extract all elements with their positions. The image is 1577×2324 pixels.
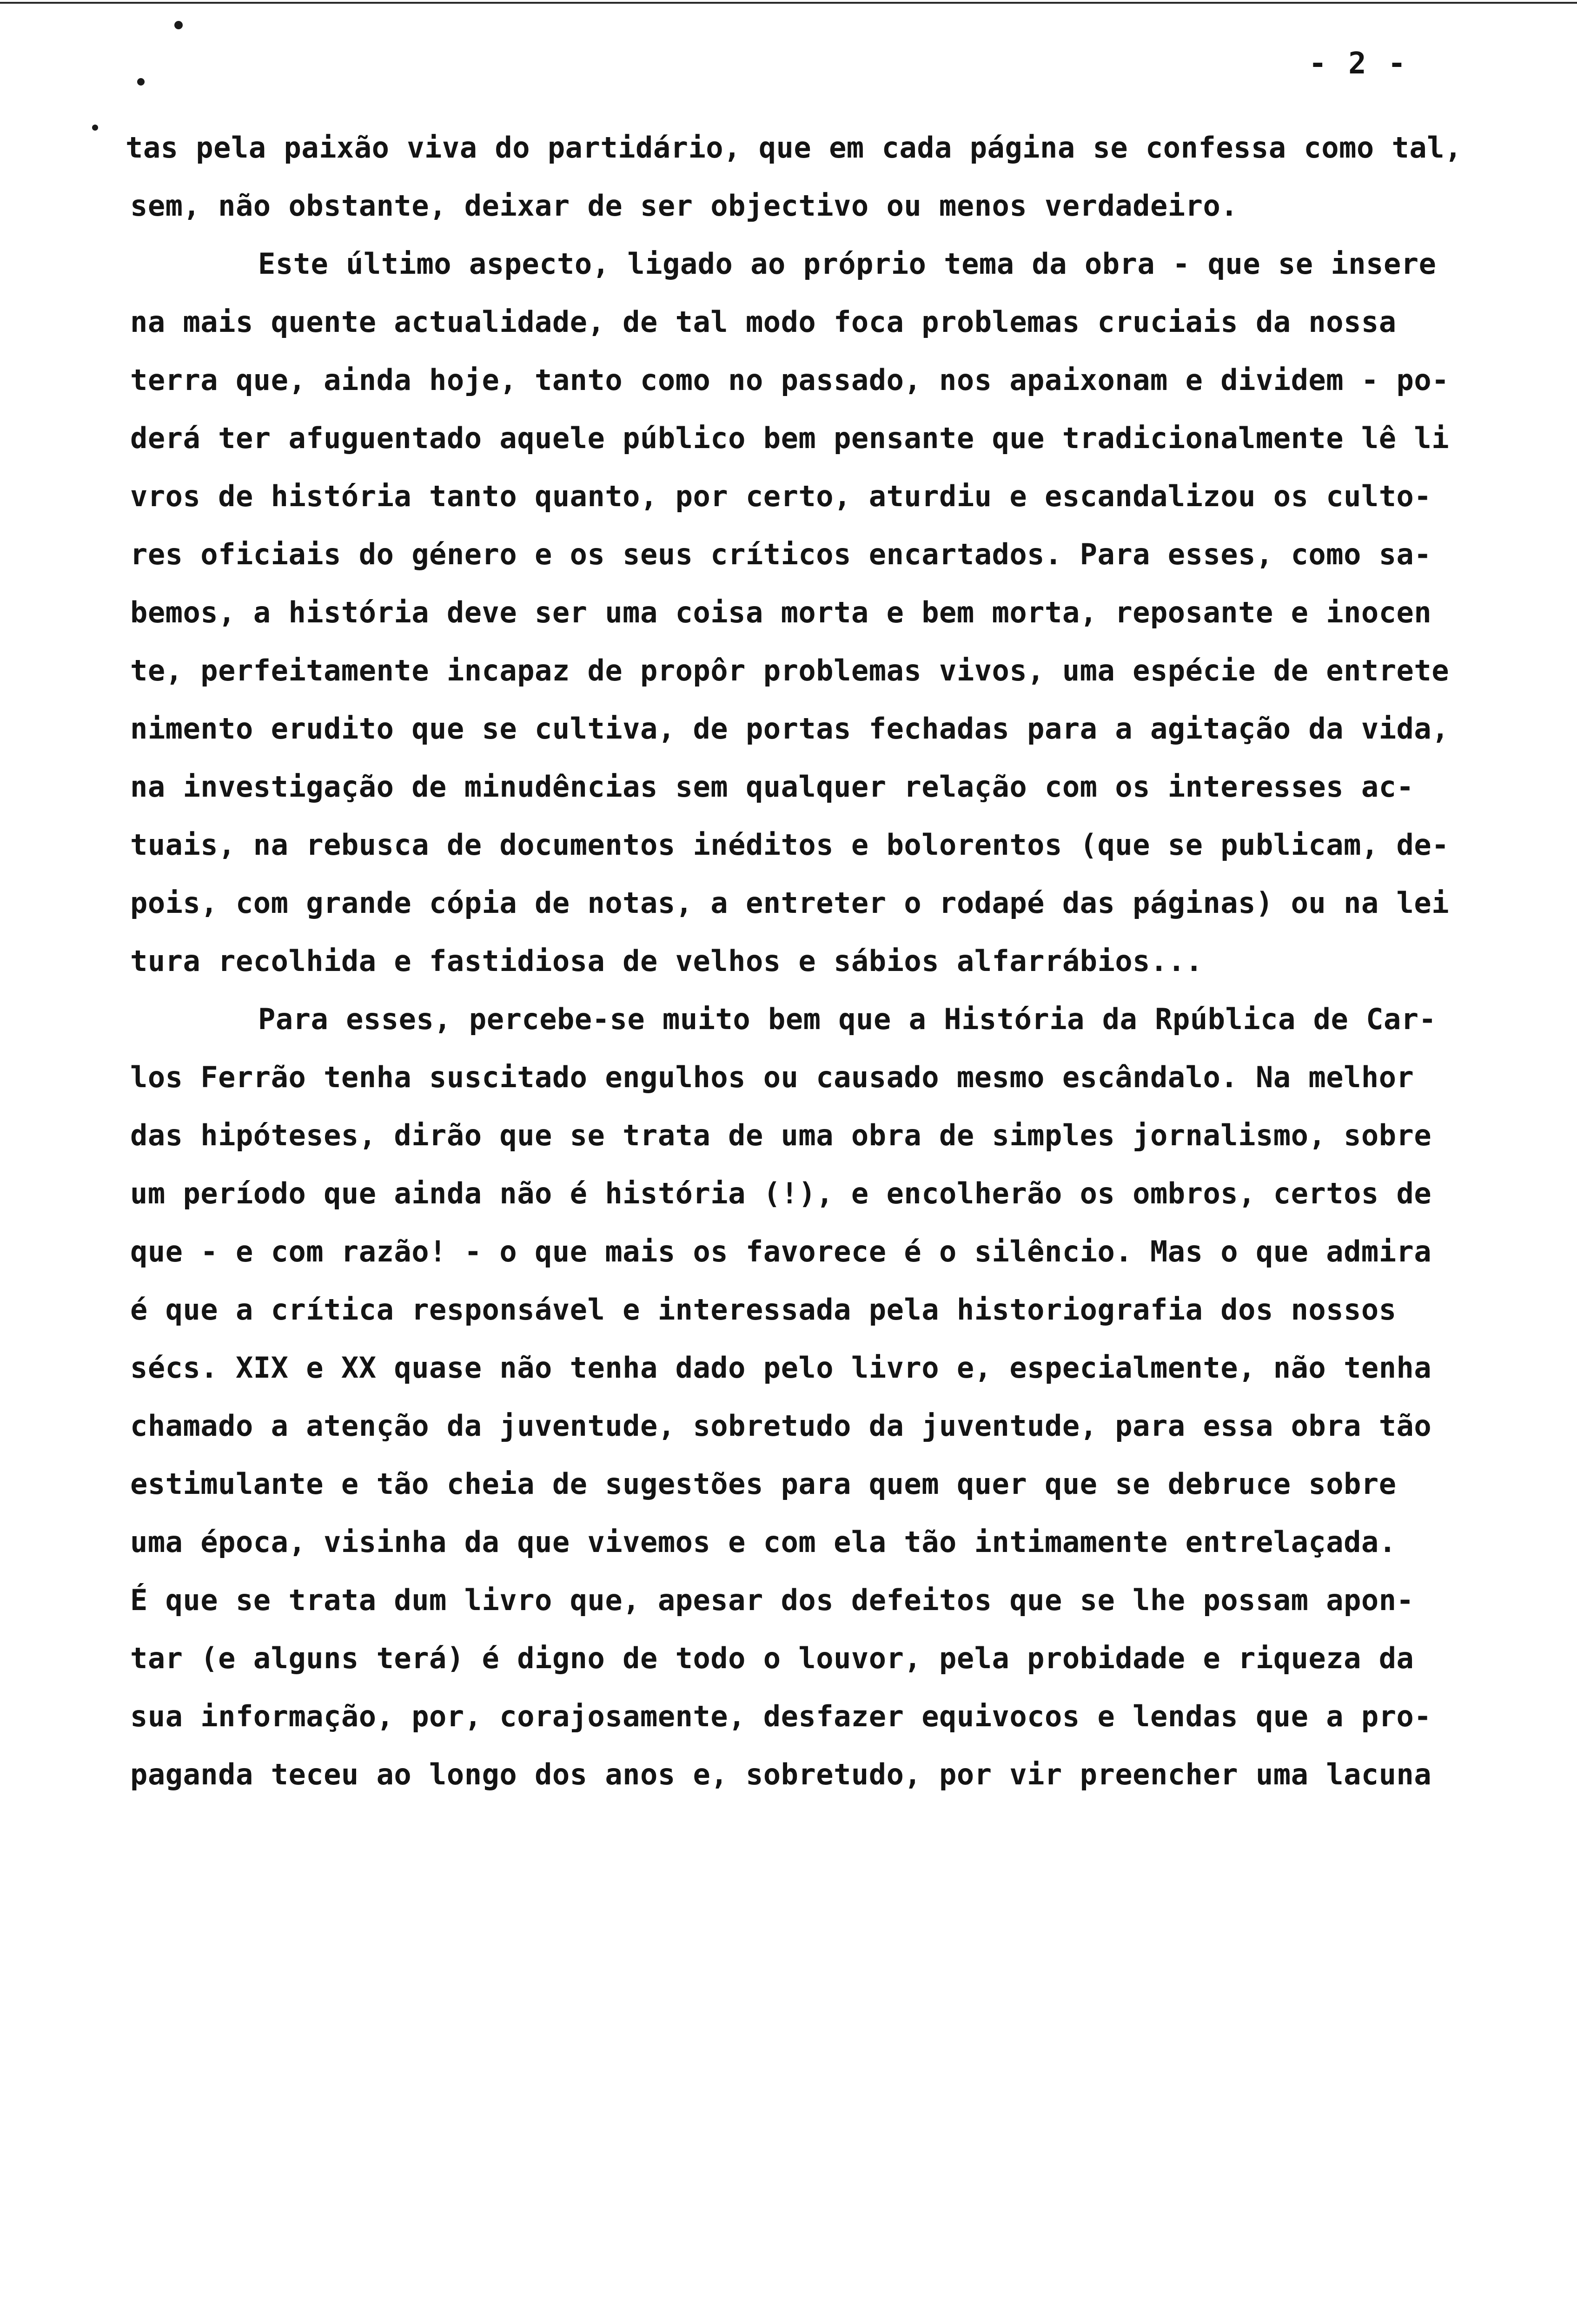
text-line: É que se trata dum livro que, apesar dos defeitos que se lhe possam apon- bbox=[130, 1583, 1414, 1617]
text-line: los Ferrão tenha suscitado engulhos ou causado mesmo escândalo. Na melhor bbox=[130, 1060, 1414, 1094]
text-line: te, perfeitamente incapaz de propôr problemas vivos, uma espécie de entrete bbox=[130, 654, 1450, 687]
text-line: paganda teceu ao longo dos anos e, sobretudo, por vir preencher uma lacuna bbox=[130, 1757, 1432, 1791]
text-line: vros de história tanto quanto, por certo, aturdiu e escandalizou os culto- bbox=[130, 479, 1432, 513]
text-line: tura recolhida e fastidiosa de velhos e sábios alfarrábios... bbox=[130, 944, 1203, 978]
text-line: sécs. XIX e XX quase não tenha dado pelo livro e, especialmente, não tenha bbox=[130, 1351, 1432, 1385]
text-line: nimento erudito que se cultiva, de portas fechadas para a agitação da vida, bbox=[130, 712, 1450, 746]
text-line: pois, com grande cópia de notas, a entreter o rodapé das páginas) ou na lei bbox=[130, 886, 1450, 920]
text-line: tas pela paixão viva do partidário, que em cada página se confessa como tal, bbox=[126, 131, 1462, 165]
text-line: é que a crítica responsável e interessada pela historiografia dos nossos bbox=[130, 1293, 1397, 1327]
text-line: na mais quente actualidade, de tal modo foca problemas cruciais da nossa bbox=[130, 305, 1397, 339]
page-number: - 2 - bbox=[1309, 46, 1408, 81]
ink-speck bbox=[174, 21, 183, 29]
top-rule bbox=[0, 2, 1577, 4]
text-line: chamado a atenção da juventude, sobretudo da juventude, para essa obra tão bbox=[130, 1409, 1432, 1443]
text-line: uma época, visinha da que vivemos e com ela tão intimamente entrelaçada. bbox=[130, 1525, 1397, 1559]
text-line: res oficiais do género e os seus críticos encartados. Para esses, como sa- bbox=[130, 537, 1432, 571]
text-line: Este último aspecto, ligado ao próprio tema da obra - que se insere bbox=[258, 247, 1437, 281]
text-line: que - e com razão! - o que mais os favorece é o silêncio. Mas o que admira bbox=[130, 1235, 1432, 1268]
text-line: derá ter afuguentado aquele público bem pensante que tradicionalmente lê li bbox=[130, 421, 1450, 455]
text-line: terra que, ainda hoje, tanto como no passado, nos apaixonam e dividem - po- bbox=[130, 363, 1450, 397]
text-line: na investigação de minudências sem qualquer relação com os interesses ac- bbox=[130, 770, 1414, 804]
text-line: tar (e alguns terá) é digno de todo o louvor, pela probidade e riqueza da bbox=[130, 1641, 1414, 1675]
ink-speck bbox=[92, 125, 98, 131]
text-line: tuais, na rebusca de documentos inéditos e bolorentos (que se publicam, de- bbox=[130, 828, 1450, 862]
text-line: estimulante e tão cheia de sugestões para quem quer que se debruce sobre bbox=[130, 1467, 1397, 1501]
ink-speck bbox=[137, 78, 145, 86]
text-line: sem, não obstante, deixar de ser objectivo ou menos verdadeiro. bbox=[130, 189, 1239, 223]
text-line: das hipóteses, dirão que se trata de uma obra de simples jornalismo, sobre bbox=[130, 1118, 1432, 1152]
text-line: bemos, a história deve ser uma coisa morta e bem morta, reposante e inocen bbox=[130, 595, 1432, 629]
text-line: um período que ainda não é história (!), e encolherão os ombros, certos de bbox=[130, 1176, 1432, 1210]
text-line: sua informação, por, corajosamente, desfazer equivocos e lendas que a pro- bbox=[130, 1699, 1432, 1733]
text-line: Para esses, percebe-se muito bem que a História da Rpública de Car- bbox=[258, 1002, 1437, 1036]
